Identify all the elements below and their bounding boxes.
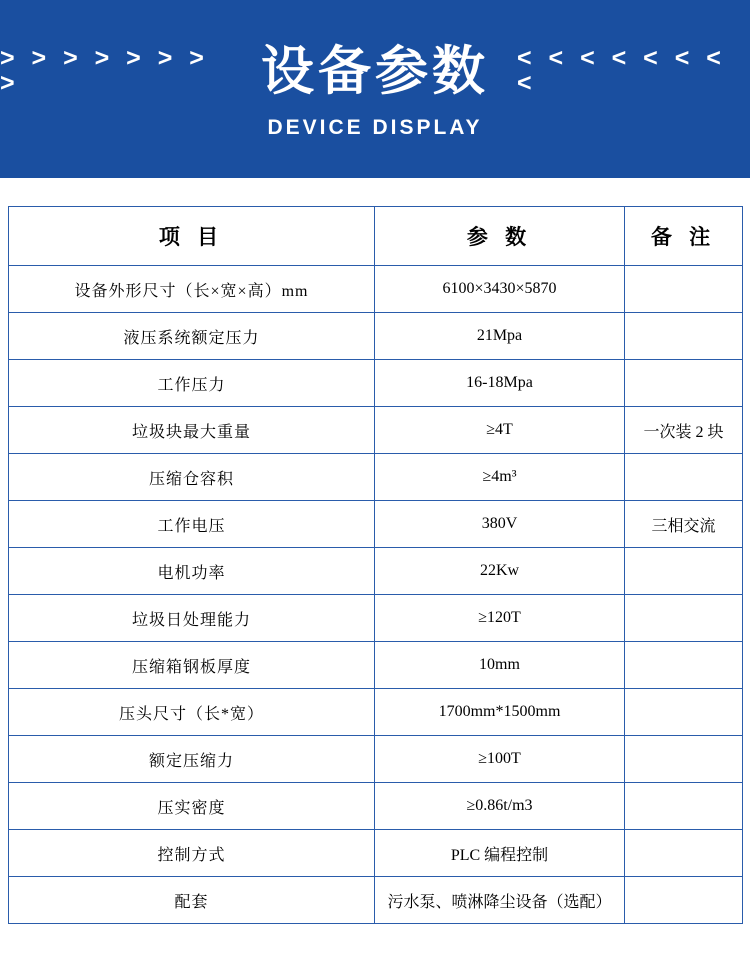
cell-item: 垃圾块最大重量	[9, 407, 375, 454]
cell-item: 控制方式	[9, 830, 375, 877]
cell-note	[625, 595, 743, 642]
spec-table-head	[9, 207, 743, 266]
cell-param: ≥100T	[375, 736, 625, 783]
cell-item: 压缩箱钢板厚度	[9, 642, 375, 689]
left-arrows-decoration: > > > > > > > >	[0, 44, 209, 97]
table-row	[9, 454, 743, 501]
banner-title-row	[0, 40, 750, 102]
cell-param: 380V	[375, 501, 625, 548]
cell-param: 16-18Mpa	[375, 360, 625, 407]
cell-note	[625, 783, 743, 830]
table-row	[9, 548, 743, 595]
column-header-item: 项 目	[9, 207, 375, 266]
table-header-row	[9, 207, 743, 266]
banner-content	[0, 0, 750, 178]
cell-param: PLC 编程控制	[375, 830, 625, 877]
cell-note	[625, 689, 743, 736]
cell-note	[625, 313, 743, 360]
cell-item: 液压系统额定压力	[9, 313, 375, 360]
cell-note	[625, 736, 743, 783]
cell-param: 10mm	[375, 642, 625, 689]
page-banner	[0, 0, 750, 178]
cell-item: 额定压缩力	[9, 736, 375, 783]
table-row	[9, 266, 743, 313]
table-row	[9, 595, 743, 642]
cell-item: 设备外形尺寸（长×宽×高）mm	[9, 266, 375, 313]
cell-param: ≥0.86t/m3	[375, 783, 625, 830]
cell-item: 压头尺寸（长*宽）	[9, 689, 375, 736]
cell-param: 21Mpa	[375, 313, 625, 360]
table-row	[9, 501, 743, 548]
cell-param: ≥4m³	[375, 454, 625, 501]
table-row	[9, 783, 743, 830]
table-row	[9, 407, 743, 454]
cell-note	[625, 360, 743, 407]
spec-table-body	[9, 266, 743, 924]
table-row	[9, 689, 743, 736]
cell-param: ≥4T	[375, 407, 625, 454]
right-arrows-decoration: < < < < < < < <	[517, 44, 726, 97]
spec-table	[8, 206, 743, 924]
cell-note	[625, 877, 743, 924]
cell-param: 6100×3430×5870	[375, 266, 625, 313]
cell-note	[625, 642, 743, 689]
cell-param: 22Kw	[375, 548, 625, 595]
cell-item: 工作电压	[9, 501, 375, 548]
cell-note	[625, 548, 743, 595]
cell-param: 污水泵、喷淋降尘设备（选配）	[375, 877, 625, 924]
cell-note: 一次装 2 块	[625, 407, 743, 454]
cell-item: 配套	[9, 877, 375, 924]
cell-item: 工作压力	[9, 360, 375, 407]
table-row	[9, 830, 743, 877]
cell-note	[625, 266, 743, 313]
page-title: 设备参数	[261, 40, 489, 102]
cell-note: 三相交流	[625, 501, 743, 548]
cell-item: 电机功率	[9, 548, 375, 595]
column-header-note: 备 注	[625, 207, 743, 266]
cell-note	[625, 830, 743, 877]
table-row	[9, 877, 743, 924]
cell-item: 压缩仓容积	[9, 454, 375, 501]
column-header-param: 参 数	[375, 207, 625, 266]
table-row	[9, 313, 743, 360]
table-row	[9, 736, 743, 783]
cell-param: 1700mm*1500mm	[375, 689, 625, 736]
table-row	[9, 642, 743, 689]
cell-item: 压实密度	[9, 783, 375, 830]
cell-item: 垃圾日处理能力	[9, 595, 375, 642]
table-row	[9, 360, 743, 407]
spec-table-container	[0, 178, 750, 924]
page-subtitle: DEVICE DISPLAY	[267, 115, 483, 139]
cell-note	[625, 454, 743, 501]
cell-param: ≥120T	[375, 595, 625, 642]
